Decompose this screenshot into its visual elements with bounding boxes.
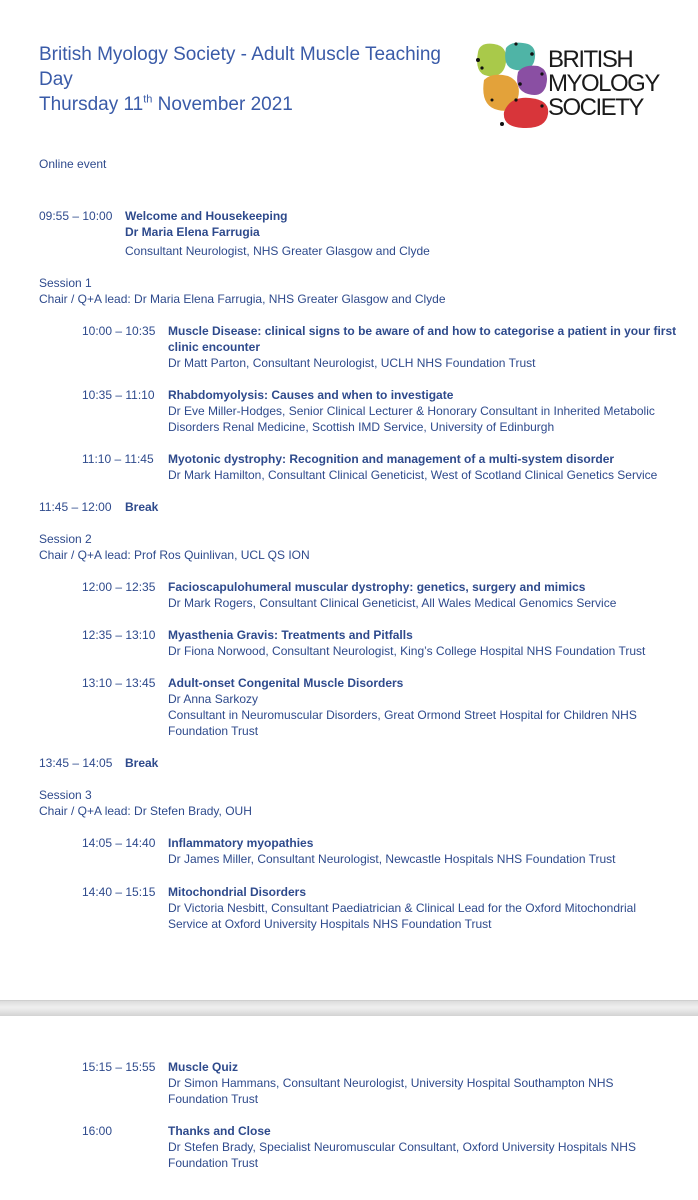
break-label: Break: [125, 756, 159, 770]
talk-time: 16:00: [82, 1124, 113, 1138]
talk-time: 14:40 – 15:15: [82, 885, 156, 899]
talk-time: 11:10 – 11:45: [82, 452, 154, 466]
break-label: Break: [125, 500, 159, 514]
page-title: [39, 42, 469, 117]
welcome-role: Consultant Neurologist, NHS Greater Glasgow and Clyde: [125, 244, 430, 258]
talk-title: Inflammatory myopathies: [168, 836, 314, 850]
session-3-label: Session 3: [39, 788, 92, 802]
talk-title: Muscle Disease: clinical signs to be aware of and how to categorise a patient in your first: [168, 324, 677, 338]
session-1-label: Session 1: [39, 276, 92, 290]
talk-speaker: Dr Matt Parton, Consultant Neurologist, UCLH NHS Foundation Trust: [168, 356, 536, 370]
logo-purple-shape: [517, 66, 547, 95]
talk-speaker: Dr James Miller, Consultant Neurologist, Newcastle Hospitals NHS Foundation Trust: [168, 852, 616, 866]
talk-speaker-cont: Disorders Renal Medicine, Scottish IMD Service, University of Edinburgh: [168, 420, 555, 434]
logo-wordmark: BRITISH MYOLOGY SOCIETY: [548, 46, 659, 121]
talk-speaker-cont: Consultant in Neuromuscular Disorders, Great Ormond Street Hospital for Children NHS: [168, 708, 637, 722]
talk-title-cont: clinic encounter: [168, 340, 261, 354]
talk-speaker: Dr Fiona Norwood, Consultant Neurologist, King’s College Hospital NHS Foundation Trust: [168, 644, 646, 658]
page-2: [0, 1016, 698, 1200]
talk-time: 15:15 – 15:55: [82, 1060, 156, 1074]
talk-speaker-cont: Foundation Trust: [168, 724, 259, 738]
talk-speaker-cont: Foundation Trust: [168, 1092, 259, 1106]
talk-time: 10:35 – 11:10: [82, 388, 155, 402]
session-2-label: Session 2: [39, 532, 92, 546]
page-break: [0, 1000, 698, 1017]
talk-time: 10:00 – 10:35: [82, 324, 156, 338]
break-time: 13:45 – 14:05: [39, 756, 113, 770]
session-1-chair: Chair / Q+A lead: Dr Maria Elena Farrugia, NHS Greater Glasgow and Clyde: [39, 292, 446, 306]
talk-time: 14:05 – 14:40: [82, 836, 156, 850]
talk-time: 12:35 – 13:10: [82, 628, 156, 642]
welcome-title: Welcome and Housekeeping: [125, 209, 288, 223]
talk-title: Thanks and Close: [168, 1124, 271, 1138]
talk-speaker: Dr Anna Sarkozy: [168, 692, 259, 706]
talk-speaker: Dr Victoria Nesbitt, Consultant Paediatrician & Clinical Lead for the Oxford Mitochondrial: [168, 901, 636, 915]
title-line-1: British Myology Society - Adult Muscle Teaching: [39, 44, 441, 65]
talk-time: 12:00 – 12:35: [82, 580, 156, 594]
logo-green-shape: [477, 44, 506, 77]
talk-title: Rhabdomyolysis: Causes and when to investigate: [168, 388, 454, 402]
talk-speaker: Dr Mark Hamilton, Consultant Clinical Geneticist, West of Scotland Clinical Genetics Service: [168, 468, 658, 482]
event-type: Online event: [39, 157, 107, 171]
talk-speaker: Dr Stefen Brady, Specialist Neuromuscular Consultant, Oxford University Hospitals NHS: [168, 1140, 636, 1154]
welcome-time: 09:55 – 10:00: [39, 209, 113, 223]
talk-title: Myasthenia Gravis: Treatments and Pitfalls: [168, 628, 413, 642]
talk-speaker: Dr Mark Rogers, Consultant Clinical Geneticist, All Wales Medical Genomics Service: [168, 596, 617, 610]
session-2-chair: Chair / Q+A lead: Prof Ros Quinlivan, UCL QS ION: [39, 548, 310, 562]
talk-title: Facioscapulohumeral muscular dystrophy: genetics, surgery and mimics: [168, 580, 586, 594]
talk-speaker: Dr Eve Miller-Hodges, Senior Clinical Lecturer & Honorary Consultant in Inherited Metabolic: [168, 404, 655, 418]
title-line-2: Day: [39, 69, 73, 90]
talk-time: 13:10 – 13:45: [82, 676, 156, 690]
event-date: Thursday 11th November 2021: [39, 93, 293, 115]
session-3-chair: Chair / Q+A lead: Dr Stefen Brady, OUH: [39, 804, 252, 818]
talk-title: Myotonic dystrophy: Recognition and management of a multi-system disorder: [168, 452, 615, 466]
talk-title: Muscle Quiz: [168, 1060, 239, 1074]
talk-speaker-cont: Service at Oxford University Hospitals NHS Foundation Trust: [168, 917, 492, 931]
break-time: 11:45 – 12:00: [39, 500, 112, 514]
talk-title: Adult-onset Congenital Muscle Disorders: [168, 676, 404, 690]
talk-speaker: Dr Simon Hammans, Consultant Neurologist, University Hospital Southampton NHS: [168, 1076, 614, 1090]
talk-title: Mitochondrial Disorders: [168, 885, 307, 899]
talk-speaker-cont: Foundation Trust: [168, 1156, 259, 1170]
welcome-speaker: Dr Maria Elena Farrugia: [125, 225, 260, 239]
